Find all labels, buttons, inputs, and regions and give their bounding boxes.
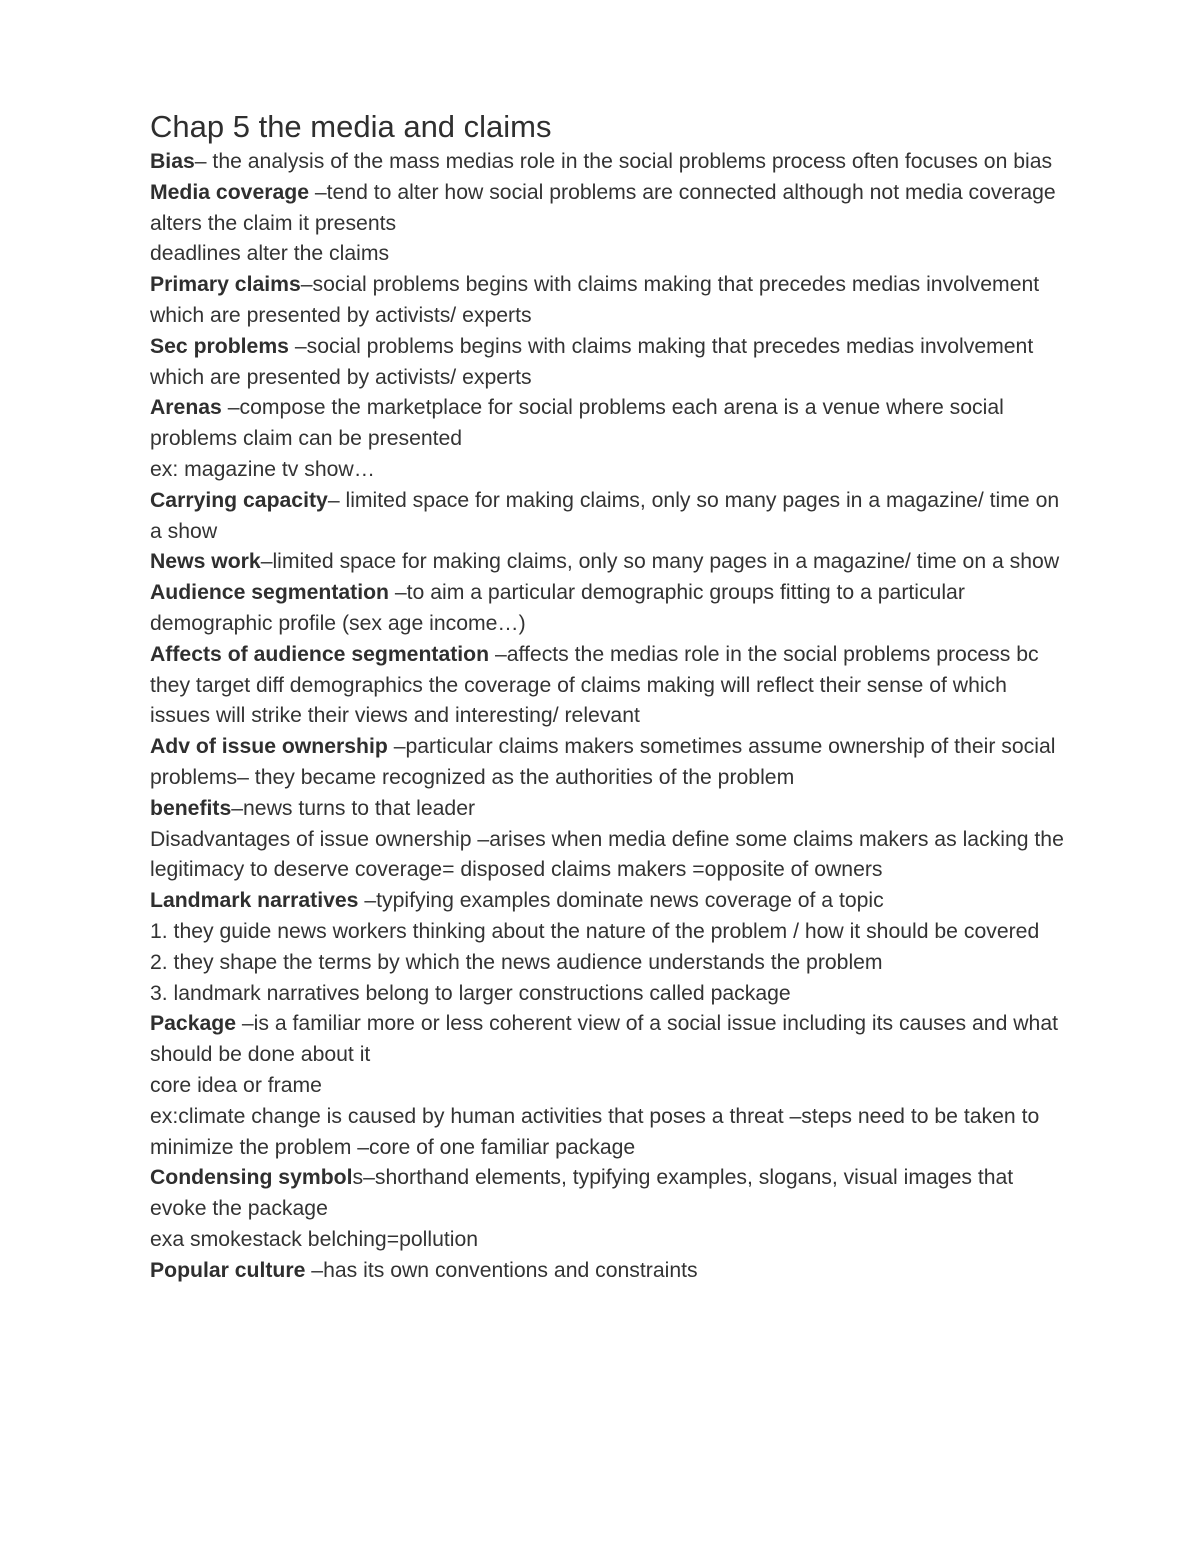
note-entry — [150, 794, 1070, 825]
note-text: –news turns to that leader — [231, 796, 476, 820]
note-text: Disadvantages of issue ownership –arises when media define some claims makers as lacking the legitimacy to deserve coverage= disposed claims makers =opposite of owners — [150, 827, 1064, 882]
note-text: –social problems begins with claims making that precedes medias involvement which are presented by activists/ experts — [150, 273, 1040, 327]
note-term: News work — [150, 550, 261, 574]
note-text: –social problems begins with claims making that precedes medias involvement which are presented by activists/ experts — [150, 334, 1034, 389]
note-text: – the analysis of the mass medias role in the social problems process often focuses on bias — [194, 150, 1053, 173]
note-term: Adv of issue ownership — [150, 735, 388, 759]
notes-body — [150, 147, 1070, 1286]
note-text: core idea or frame — [150, 1073, 322, 1097]
note-entry — [150, 270, 1070, 332]
note-text: 3. landmark narratives belong to larger constructions called package — [150, 981, 791, 1005]
note-entry — [150, 732, 1070, 794]
note-entry — [150, 332, 1070, 394]
note-text: –tend to alter how social problems are connected although not media coverage alters the claim it presents — [150, 180, 1056, 235]
note-text: exa smokestack belching=pollution — [150, 1227, 479, 1251]
note-term: Bias — [150, 150, 195, 173]
note-text: –is a familiar more or less coherent view of a social issue including its causes and what should be done about it — [150, 1012, 1058, 1067]
note-entry — [150, 917, 1070, 948]
note-entry — [150, 886, 1070, 917]
note-term: Carrying capacity — [150, 488, 328, 512]
note-term: Package — [150, 1012, 236, 1036]
note-text: – limited space for making claims, only so many pages in a magazine/ time on a show — [150, 488, 1060, 543]
note-entry — [150, 239, 1070, 270]
note-term: Popular culture — [150, 1258, 306, 1282]
note-term: Arenas — [150, 396, 222, 420]
note-text: 2. they shape the terms by which the news audience understands the problem — [150, 950, 883, 974]
note-entry — [150, 825, 1070, 887]
note-term: Landmark narratives — [150, 889, 359, 913]
note-entry — [150, 1009, 1070, 1071]
note-text: ex:climate change is caused by human activities that poses a threat –steps need to be taken to minimize the problem –core of one familiar package — [150, 1104, 1040, 1159]
note-text: –typifying examples dominate news coverage of a topic — [358, 889, 884, 913]
note-entry — [150, 640, 1070, 732]
note-entry — [150, 455, 1070, 486]
note-entry — [150, 147, 1070, 178]
note-term: Affects of audience segmentation — [150, 642, 490, 666]
note-entry — [150, 578, 1070, 640]
note-term: benefits — [150, 796, 232, 820]
note-text: 1. they guide news workers thinking about the nature of the problem / how it should be covered — [150, 919, 1040, 943]
document-title: Chap 5 the media and claims — [150, 109, 552, 144]
note-text: deadlines alter the claims — [150, 242, 390, 266]
note-text: –has its own conventions and constraints — [305, 1258, 698, 1282]
note-text: –compose the marketplace for social problems each arena is a venue where social problems claim can be presented — [150, 396, 1004, 451]
document-page — [150, 107, 1070, 1286]
note-entry — [150, 547, 1070, 578]
note-entry — [150, 979, 1070, 1010]
note-entry — [150, 393, 1070, 455]
note-entry — [150, 1071, 1070, 1102]
note-entry — [150, 486, 1070, 548]
note-text: ex: magazine tv show… — [150, 457, 375, 481]
note-entry — [150, 948, 1070, 979]
note-entry — [150, 178, 1070, 240]
note-term: Sec problems — [150, 334, 289, 358]
note-term: Condensing symbol — [150, 1166, 353, 1190]
note-text: –particular claims makers sometimes assume ownership of their social problems– they became recognized as the authorities of the problem — [150, 735, 1056, 789]
note-entry — [150, 1225, 1070, 1256]
note-entry — [150, 1256, 1070, 1287]
note-entry — [150, 1163, 1070, 1225]
note-term: Primary claims — [150, 273, 301, 297]
note-text: –to aim a particular demographic groups fitting to a particular demographic profile (sex age income…) — [150, 581, 965, 635]
note-text: s–shorthand elements, typifying examples, slogans, visual images that evoke the package — [150, 1166, 1014, 1221]
note-text: –affects the medias role in the social problems process bc they target diff demographics the coverage of claims making will reflect their sense of which issues will strike their views and interesting/ relevant — [150, 642, 1039, 728]
note-term: Media coverage — [150, 180, 309, 204]
note-text: –limited space for making claims, only so many pages in a magazine/ time on a show — [260, 550, 1060, 574]
note-entry — [150, 1102, 1070, 1164]
note-term: Audience segmentation — [150, 581, 389, 605]
